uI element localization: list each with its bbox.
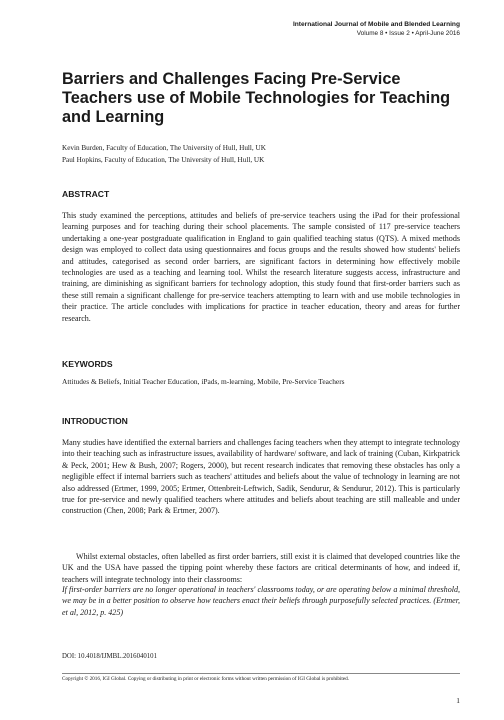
author-2: Paul Hopkins, Faculty of Education, The University of Hull, Hull, UK	[62, 155, 265, 164]
doi: DOI: 10.4018/IJMBL.2016040101	[62, 653, 157, 660]
keywords-text: Attitudes & Beliefs, Initial Teacher Education, iPads, m-learning, Mobile, Pre-Service Teachers	[62, 377, 345, 386]
journal-issue: Volume 8 • Issue 2 • April-June 2016	[356, 30, 460, 37]
journal-name: International Journal of Mobile and Blended Learning	[292, 21, 460, 28]
page-number: 1	[456, 696, 460, 705]
author-list	[62, 143, 266, 166]
footer-divider	[62, 673, 460, 674]
author-1: Kevin Burden, Faculty of Education, The University of Hull, Hull, UK	[62, 144, 266, 152]
journal-header	[293, 20, 460, 38]
abstract-text: This study examined the perceptions, attitudes and beliefs of pre-service teachers using the iPad for their professional learning purposes and for teaching during their school placements. The sample consisted of 117 pre-service teachers undertaking a one-year postgraduate qualification in England to gain qualified teaching status (QTS). A mixed methods design was employed to collect data using questionnaires and focus groups and the results showed how students' beliefs and attitudes, categorised as second order barriers, are significant factors in determining how effectively mobile technologies are used as a teaching and learning tool. Whilst the research literature suggests access, infrastructure and training, are diminishing as significant barriers for technology adoption, this study found that first-order barriers such as these still remain a significant challenge for pre-service teachers attempting to learn with and use mobile technologies in their practice. The article concludes with implications for practice in teacher education, theory and areas for further research.	[62, 211, 460, 323]
abstract-heading: ABSTRACT	[62, 189, 110, 199]
introduction-paragraph-1: Many studies have identified the external barriers and challenges facing teachers when they attempt to integrate technology into their teaching such as infrastructure issues, availability of hardware/ software, and lack of training (Cuban, Kirkpatrick & Peck, 2001; Hew & Bush, 2007; Rogers, 2000), but recent research indicates that removing these obstacles has only a negligible effect if internal barriers such as teachers' attitudes and beliefs about the value of technology in learning are not also addressed (Ertmer, 1999, 2005; Ertmer, Ottenbreit-Leftwich, Sadik, Sendurur, & Sendurur, 2012). This is particularly true for pre-service and newly qualified teachers where attitudes and beliefs about teaching are still malleable and under construction (Chen, 2008; Park & Ertmer, 2007).	[62, 438, 460, 516]
keywords-heading: KEYWORDS	[62, 359, 113, 369]
copyright-notice: Copyright © 2016, IGI Global. Copying or distributing in print or electronic forms without written permission of IGI Global is prohibited.	[62, 676, 350, 682]
article-title: Barriers and Challenges Facing Pre-Service Teachers use of Mobile Technologies for Teaching and Learning	[62, 70, 451, 126]
introduction-paragraph-2: Whilst external obstacles, often labelled as first order barriers, still exist it is claimed that developed countries like the UK and the USA have passed the tipping point whereby these factors are critical determinants of how, and indeed if, teachers will integrate technology into their classrooms:	[62, 552, 460, 584]
block-quote: If first-order barriers are no longer operational in teachers' classrooms today, or are operating below a minimal threshold, we may be in a better position to observe how teachers enact their beliefs through purposefully selected practices. (Ertmer, et al, 2012, p. 425)	[62, 585, 460, 617]
introduction-heading: INTRODUCTION	[62, 416, 128, 426]
